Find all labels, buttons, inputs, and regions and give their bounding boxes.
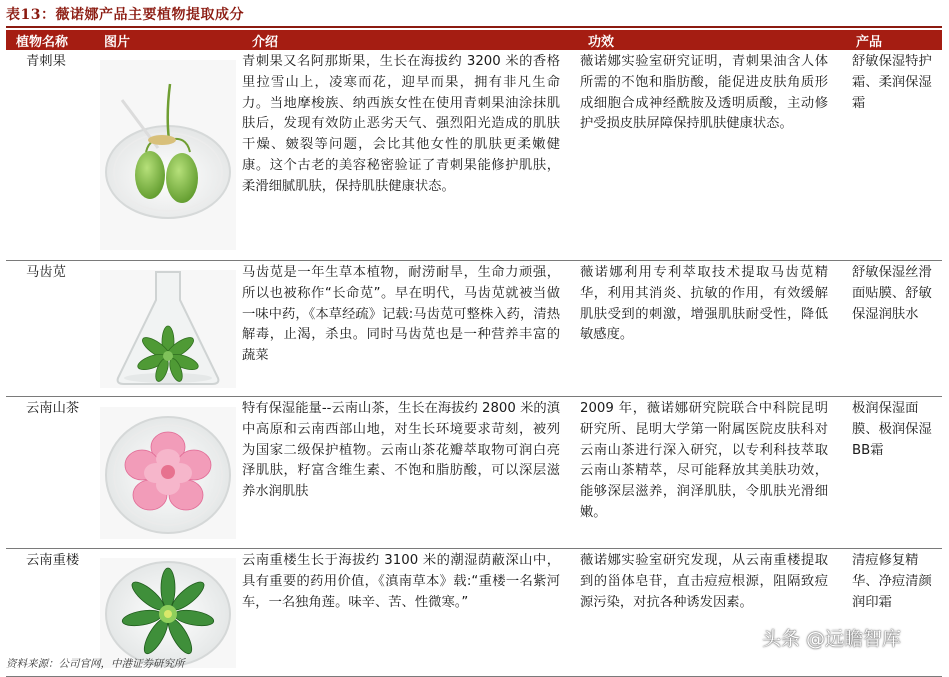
table-title: 表13：薇诺娜产品主要植物提取成分	[6, 7, 244, 23]
watermark	[762, 624, 901, 651]
table-row	[6, 261, 942, 397]
header-picture: 图片	[94, 30, 242, 50]
plant-ingredients-table	[6, 30, 942, 677]
plant-product: 舒敏保湿丝滑面贴膜、舒敏保湿润肤水	[846, 261, 942, 397]
pink-camellia-in-dish-icon	[100, 407, 236, 539]
plant-product: 极润保湿面膜、极润保湿BB霜	[846, 397, 942, 549]
plant-image-cell	[94, 397, 242, 549]
watermark-text: 头条 @远瞻智库	[762, 628, 902, 650]
header-plant-name: 植物名称	[6, 30, 94, 50]
plant-effect: 薇诺娜实验室研究证明，青刺果油含人体所需的不饱和脂肪酸，能促进皮肤角质形成细胞合成神经酰胺及透明质酸，主动修护受损皮肤屏障保持肌肤健康状态。	[578, 50, 846, 261]
table-row	[6, 50, 942, 261]
header-intro: 介绍	[242, 30, 578, 50]
header-effect: 功效	[578, 30, 846, 50]
plant-intro: 特有保湿能量--云南山茶，生长在海拔约 2800 米的滇中高原和云南西部山地，对生长环境要求苛刻，被列为国家二级保护植物。云南山茶花瓣萃取物可润白亮泽肌肤，籽富含维生素、不饱和脂肪酸，可以深层滋养水润肌肤	[242, 397, 578, 549]
table-row	[6, 397, 942, 549]
succulent-in-flask-icon	[100, 270, 236, 388]
plant-effect: 2009 年，薇诺娜研究院联合中科院昆明研究所、昆明大学第一附属医院皮肤科对云南山茶进行深入研究，以专利科技萃取云南山茶精萃，尽可能释放其美肤功效，能够深层滋养，润泽肌肤，令肌肤光滑细嫩。	[578, 397, 846, 549]
plant-product: 舒敏保湿特护霜、柔润保湿霜	[846, 50, 942, 261]
plant-intro: 青刺果又名阿那斯果，生长在海拔约 3200 米的香格里拉雪山上，凌寒而花，迎早而果，拥有非凡生命力。当地摩梭族、纳西族女性在使用青刺果油涂抹肌肤后，发现有效防止恶劣天气、强烈阳光造成的肌肤干燥、皴裂等问题，会比其他女性的肌肤更柔嫩健康。这个古老的美容秘密验证了青刺果能修护肌肤，柔滑细腻肌肤，保持肌肤健康状态。	[242, 50, 578, 261]
green-fruit-in-petri-dish-icon	[100, 60, 236, 250]
plant-effect: 薇诺娜利用专利萃取技术提取马齿苋精华，利用其消炎、抗敏的作用，有效缓解肌肤受到的刺激，增强肌肤耐受性，降低敏感度。	[578, 261, 846, 397]
header-product: 产品	[846, 30, 942, 50]
table-header-row	[6, 30, 942, 50]
plant-effect: 薇诺娜实验室研究发现，从云南重楼提取到的甾体皂苷，直击痘痘根源，阻隔致痘源污染，对抗各种诱发因素。	[578, 549, 846, 677]
plant-intro: 马齿苋是一年生草本植物，耐涝耐旱，生命力顽强，所以也被称作“长命苋”。早在明代，马齿苋就被当做一味中药，《本草经疏》记载:马齿苋可整株入药，清热解毒，止渴，杀虫。同时马齿苋也是一种营养丰富的蔬菜	[242, 261, 578, 397]
source-note: 资料来源：公司官网，中港证券研究所	[6, 658, 185, 670]
title-divider	[6, 26, 942, 28]
plant-name: 青刺果	[6, 50, 94, 261]
plant-name: 云南山茶	[6, 397, 94, 549]
plant-intro: 云南重楼生长于海拔约 3100 米的潮湿荫蔽深山中，具有重要的药用价值，《滇南草本》载:“重楼一名紫河车，一名独角莲。味辛、苦、性微寒。”	[242, 549, 578, 677]
plant-name: 马齿苋	[6, 261, 94, 397]
plant-name: 云南重楼	[6, 549, 94, 677]
plant-image-cell	[94, 261, 242, 397]
plant-product: 清痘修复精华、净痘清颜润印霜	[846, 549, 942, 677]
plant-image-cell	[94, 50, 242, 261]
paris-plant-in-dish-icon	[100, 558, 236, 668]
